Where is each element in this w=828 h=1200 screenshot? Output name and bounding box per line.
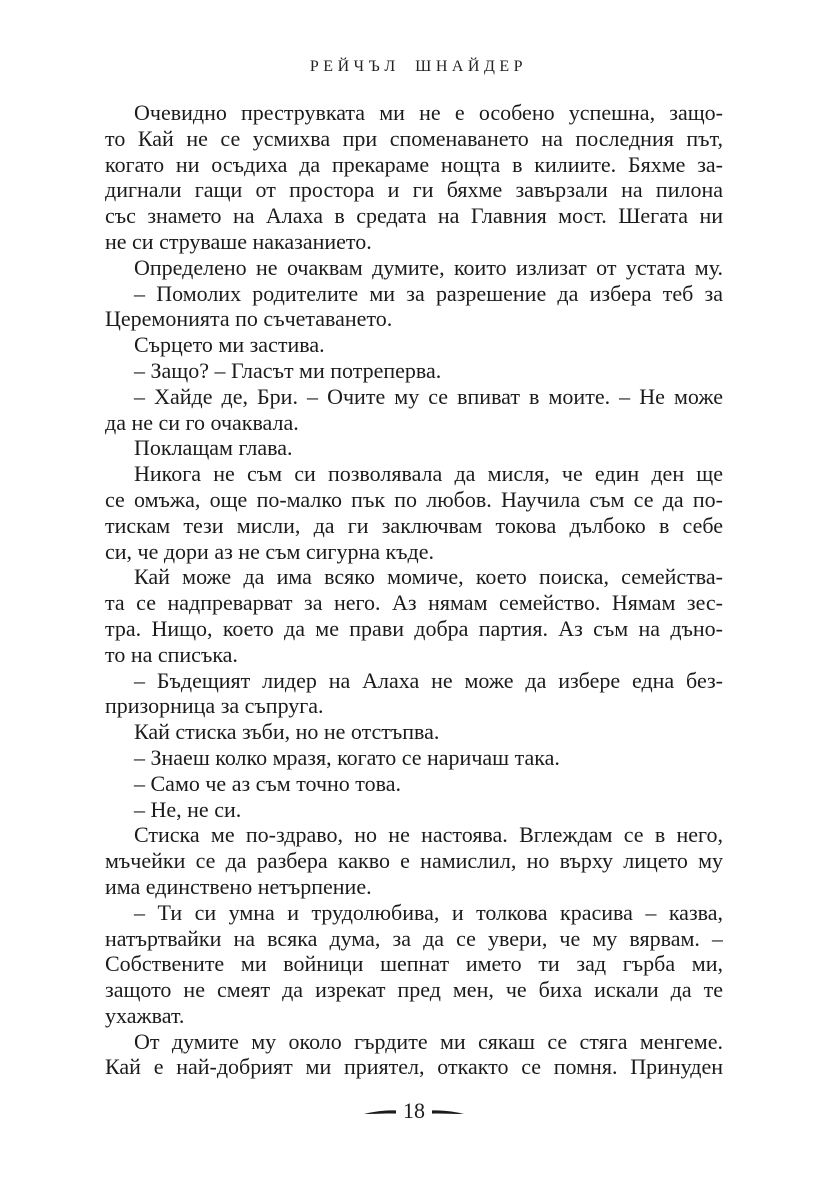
text-line: то на списъка. (105, 641, 238, 667)
text-line: призорница за съпруга. (105, 693, 324, 719)
paragraph (105, 719, 723, 745)
tapered-dash-right-icon (432, 1107, 464, 1117)
paragraph (105, 332, 723, 358)
text-line: то Кай не се усмихва при споменаването на последния път, (105, 125, 723, 151)
paragraph (105, 435, 723, 461)
paragraph (105, 281, 723, 333)
text-line: си, че дори аз не съм сигурна къде. (105, 538, 435, 564)
text-line: та се надпреварват за него. Аз нямам семейство. Нямам зес- (105, 590, 723, 616)
text-line: – Знаеш колко мразя, когато се наричаш така. (134, 744, 560, 770)
text-line: Кай стиска зъби, но не отстъпва. (134, 719, 440, 745)
text-line: Церемонията по съчетаването. (105, 306, 393, 332)
text-line: Кай е най-добрият ми приятел, откакто се помня. Принуден (105, 1054, 723, 1080)
text-line: – Бъдещият лидер на Алаха не може да избере една без- (134, 667, 723, 693)
text-line: да не си го очаквала. (105, 409, 299, 435)
text-line: – Само че аз съм точно това. (134, 770, 401, 796)
text-line: тискам тези мисли, да ги заключвам токова дълбоко в себе (105, 512, 723, 538)
text-line: когато ни осъдиха да прекараме нощта в килиите. Бяхме за- (105, 151, 723, 177)
paragraph (105, 255, 723, 281)
paragraph (105, 822, 723, 899)
paragraph (105, 797, 723, 823)
paragraph (105, 461, 723, 564)
text-line: – Помолих родителите ми за разрешение да избера теб за (134, 280, 723, 306)
tapered-dash-left-icon (364, 1107, 396, 1117)
text-line: Стиска ме по-здраво, но не настоява. Вглеждам се в него, (134, 822, 723, 848)
text-line: Собствените ми войници шепнат името ти зад гърба ми, (105, 951, 723, 977)
paragraph (105, 668, 723, 720)
text-line: със знамето на Алаха в средата на Главния мост. Шегата ни (105, 203, 723, 229)
paragraph (105, 358, 723, 384)
text-line: ухажват. (105, 1002, 185, 1028)
text-line: не си струваше наказанието. (105, 228, 372, 254)
paragraph (105, 384, 723, 436)
text-line: Поклащам глава. (134, 435, 293, 461)
text-line: – Хайде де, Бри. – Очите му се впиват в моите. – Не може (134, 383, 723, 409)
text-line: има единствено нетърпение. (105, 873, 372, 899)
paragraph (105, 900, 723, 1029)
text-line: се омъжа, още по-малко пък по любов. Научила съм се да по- (105, 486, 723, 512)
text-line: тра. Нищо, което да ме прави добра партия. Аз съм на дъно- (105, 615, 723, 641)
text-line: натъртвайки на всяка дума, за да се увери, че му вярвам. – (105, 925, 723, 951)
running-head-author: РЕЙЧЪЛ ШНАЙДЕР (309, 58, 528, 75)
text-line: дигнали гащи от простора и ги бяхме завързали на пилона (105, 177, 723, 203)
paragraph (105, 564, 723, 667)
page-number: 18 (403, 1098, 425, 1123)
text-line: – Защо? – Гласът ми потреперва. (134, 357, 442, 383)
paragraph (105, 100, 723, 255)
text-line: защото не смеят да изрекат пред мен, че биха искали да те (105, 977, 723, 1003)
text-line: Кай може да има всяко момиче, което поиска, семейства- (134, 564, 723, 590)
page-footer (0, 1100, 828, 1124)
text-line: Сърцето ми застива. (134, 332, 325, 358)
paragraph (105, 745, 723, 771)
text-line: – Не, не си. (134, 796, 242, 822)
text-block (105, 100, 723, 1080)
paragraph (105, 1029, 723, 1081)
text-line: Очевидно преструвката ми не е особено успешна, защо- (134, 100, 723, 125)
text-line: Никога не съм си позволявала да мисля, че един ден ще (134, 461, 723, 487)
text-line: – Ти си умна и трудолюбива, и толкова красива – казва, (134, 899, 723, 925)
text-line: мъчейки се да разбера какво е намислил, но върху лицето му (105, 848, 723, 874)
paragraph (105, 771, 723, 797)
text-line: От думите му около гърдите ми сякаш се стяга менгеме. (134, 1028, 723, 1054)
text-line: Определено не очаквам думите, които излизат от устата му. (134, 254, 723, 280)
